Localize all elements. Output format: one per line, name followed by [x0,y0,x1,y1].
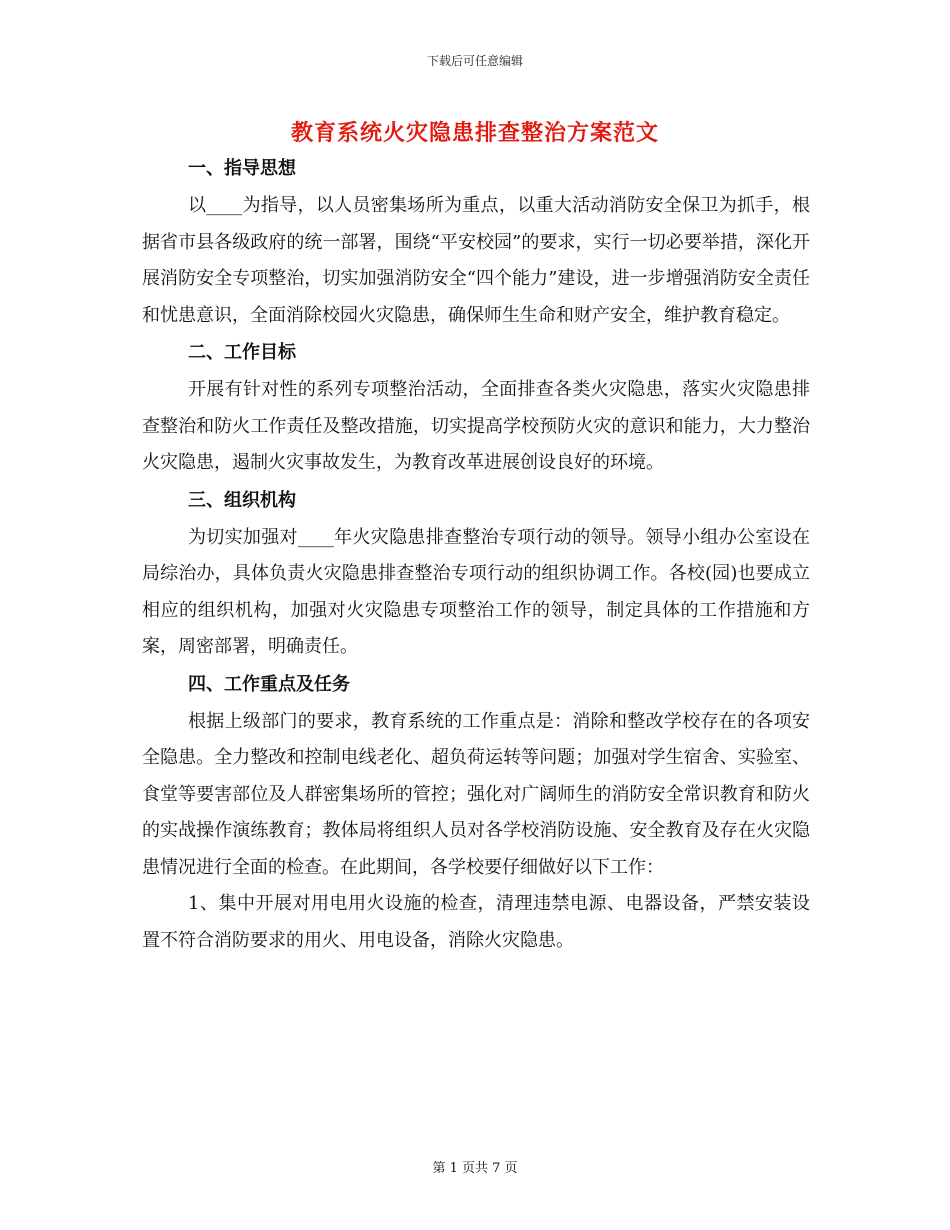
section-key-tasks [142,666,810,960]
section-heading: 三、组织机构 [188,489,296,511]
section-heading: 一、指导思想 [188,158,296,179]
document-body [142,150,810,959]
section-paragraph: 以____为指导，以人员密集场所为重点，以重大活动消防安全保卫为抓手，根据省市县各级政府的统一部署，围绕“平安校园”的要求，实行一切必要举措，深化开展消防安全专项整治，切实加强消防安全“四个能力”建设，进一步增强消防安全责任和忧患意识，全面消除校园火灾隐患，确保师生生命和财产安全，维护教育稳定。 [142,195,810,326]
section-paragraph: 开展有针对性的系列专项整治活动，全面排查各类火灾隐患，落实火灾隐患排查整治和防火工作责任及整改措施，切实提高学校预防火灾的意识和能力，大力整治火灾隐患，遏制火灾事故发生，为教育改革进展创设良好的环境。 [142,379,810,473]
section-heading: 四、工作重点及任务 [188,673,350,695]
section-list-item: 1、集中开展对用电用火设施的检查，清理违禁电源、电器设备，严禁安装设置不符合消防要求的用火、用电设备，消除火灾隐患。 [142,893,810,951]
section-paragraph: 根据上级部门的要求，教育系统的工作重点是：消除和整改学校存在的各项安全隐患。全力整改和控制电线老化、超负荷运转等问题；加强对学生宿舍、实验室、食堂等要害部位及人群密集场所的管控；强化对广阔师生的消防安全常识教育和防火的实战操作演练教育；教体局将组织人员对各学校消防设施、安全教育及存在火灾隐患情况进行全面的检查。在此期间，各学校要仔细做好以下工作： [142,710,810,878]
document-title: 教育系统火灾隐患排查整治方案范文 [290,120,659,146]
section-guiding-ideology [142,150,810,334]
section-work-goals [142,334,810,482]
section-paragraph: 为切实加强对____年火灾隐患排查整治专项行动的领导。领导小组办公室设在局综治办，具体负责火灾隐患排查整治专项行动的组织协调工作。各校(园)也要成立相应的组织机构，加强对火灾隐患专项整治工作的领导，制定具体的工作措施和方案，周密部署，明确责任。 [142,526,810,657]
page-number: 第 1 页共 7 页 [432,1161,518,1176]
section-heading: 二、工作目标 [188,342,296,363]
section-organization [142,482,810,666]
page-header-note: 下载后可任意编辑 [426,54,523,68]
